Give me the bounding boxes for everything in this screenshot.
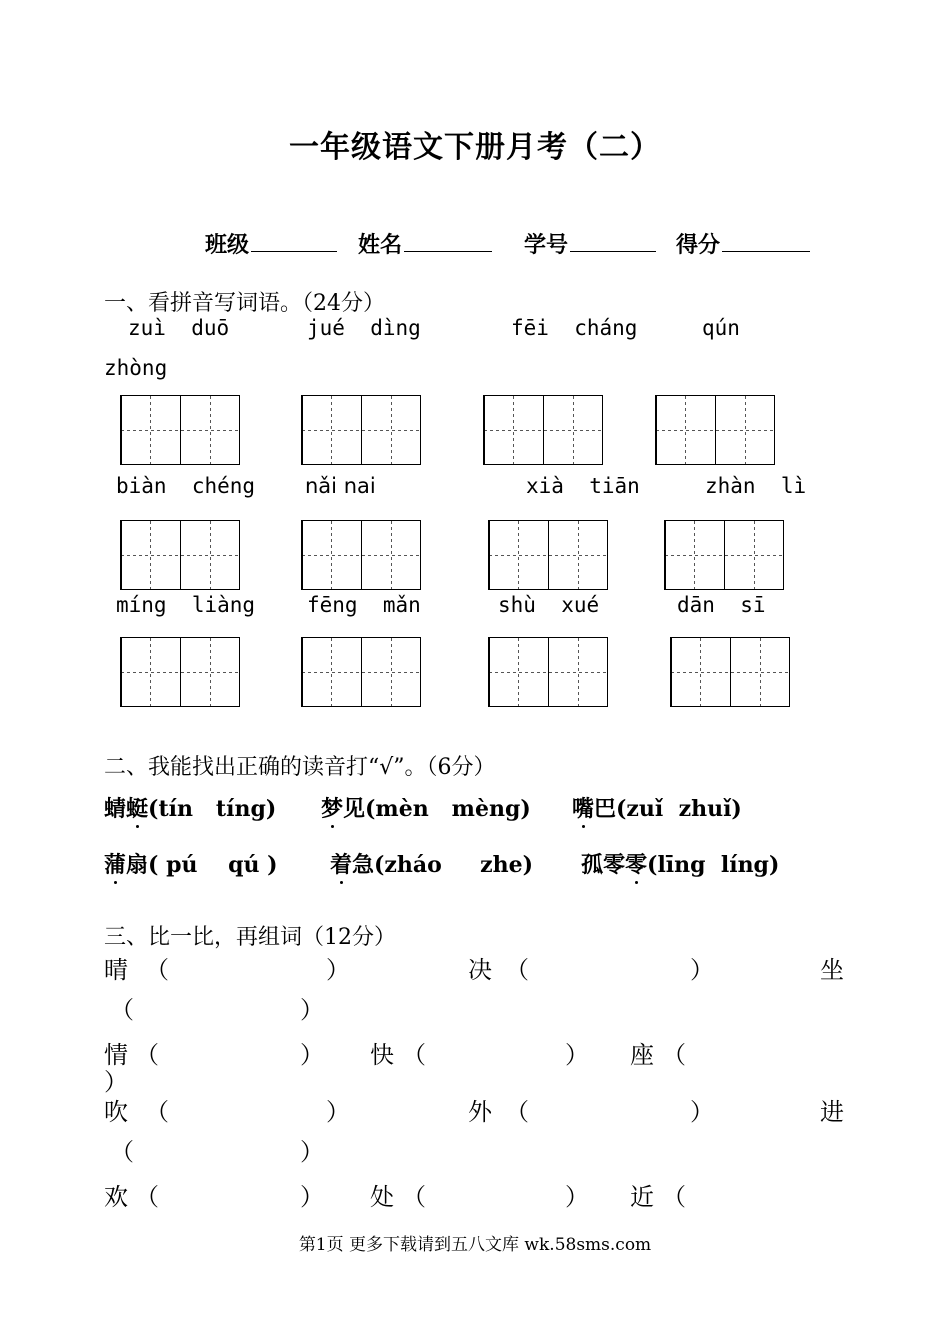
paren-open: （ xyxy=(145,1098,169,1126)
score-field xyxy=(676,228,810,259)
pinyin: dān sī xyxy=(677,593,766,617)
paren-open: （ xyxy=(110,1138,134,1166)
reading-option[interactable] xyxy=(581,848,779,879)
writing-grid[interactable] xyxy=(664,520,784,590)
section2-heading: 二、我能找出正确的读音打“√”。（6分） xyxy=(104,755,496,780)
compare-char: 快 xyxy=(370,1041,394,1069)
compare-char: 欢 xyxy=(104,1183,128,1211)
dotted-char: 零 xyxy=(625,852,648,878)
word-text: 蜻 xyxy=(104,796,127,822)
paren-open: （ xyxy=(135,1183,159,1211)
section3-heading: 三、比一比，再组词（12分） xyxy=(104,925,396,950)
class-label: 班级 xyxy=(205,232,250,258)
word-text: 孤零 xyxy=(581,852,626,878)
writing-grid[interactable] xyxy=(301,520,421,590)
pinyin: shù xué xyxy=(498,593,600,617)
compare-char: 情 xyxy=(104,1041,128,1069)
paren-open: （ xyxy=(145,956,169,984)
number-blank[interactable] xyxy=(570,229,656,252)
pinyin: míng liàng xyxy=(116,593,256,617)
name-blank[interactable] xyxy=(404,229,492,252)
writing-grid[interactable] xyxy=(120,395,240,465)
pinyin: qún xyxy=(702,316,740,340)
class-field xyxy=(205,228,337,259)
paren-close: ） xyxy=(300,1183,324,1211)
reading-option[interactable] xyxy=(572,792,742,823)
dotted-char: 着 xyxy=(330,852,353,878)
writing-grid[interactable] xyxy=(301,395,421,465)
writing-grid[interactable] xyxy=(488,637,608,707)
writing-grid[interactable] xyxy=(301,637,421,707)
dotted-char: 蒲 xyxy=(104,852,127,878)
page-footer: 第1页 更多下载请到五八文库 wk.58sms.com xyxy=(298,1235,652,1255)
reading-option[interactable] xyxy=(330,848,533,879)
paren-close: ） xyxy=(326,956,350,984)
number-field xyxy=(524,228,656,259)
compare-char: 处 xyxy=(370,1183,394,1211)
paren-open: （ xyxy=(135,1041,159,1069)
pinyin-choices: 急(zháo zhe) xyxy=(352,852,534,878)
pinyin-choices: (līng líng) xyxy=(647,852,780,878)
writing-grid[interactable] xyxy=(120,637,240,707)
paren-close: ） xyxy=(690,956,714,984)
paren-close: ） xyxy=(300,1041,324,1069)
name-field xyxy=(358,228,492,259)
score-label: 得分 xyxy=(676,232,721,258)
paren-close: ） xyxy=(300,1138,324,1166)
reading-option[interactable] xyxy=(104,792,276,823)
writing-grid[interactable] xyxy=(488,520,608,590)
compare-char: 吹 xyxy=(104,1098,128,1126)
reading-option[interactable] xyxy=(321,792,531,823)
pinyin-choices: (tín tíng) xyxy=(148,796,277,822)
compare-char: 座 xyxy=(630,1041,654,1069)
writing-grid[interactable] xyxy=(120,520,240,590)
pinyin: jué dìng xyxy=(307,316,421,340)
pinyin: xià tiān xyxy=(526,474,640,498)
writing-grid[interactable] xyxy=(655,395,775,465)
dotted-char: 梦 xyxy=(321,796,344,822)
paren-close: ） xyxy=(690,1098,714,1126)
dotted-char: 蜓 xyxy=(126,796,149,822)
paren-close: ） xyxy=(104,1068,128,1096)
pinyin: biàn chéng xyxy=(116,474,256,498)
number-label: 学号 xyxy=(524,232,569,258)
compare-char: 进 xyxy=(820,1098,844,1126)
compare-char: 决 xyxy=(468,956,492,984)
paren-open: （ xyxy=(505,956,529,984)
pinyin-choices: 见(mèn mèng) xyxy=(343,796,531,822)
paren-open: （ xyxy=(662,1041,686,1069)
pinyin: zuì duō xyxy=(128,316,230,340)
reading-option[interactable] xyxy=(104,848,278,879)
pinyin-choices: 巴(zuǐ zhuǐ) xyxy=(594,796,742,822)
pinyin: zhòng xyxy=(104,356,168,380)
pinyin-choices: 扇( pú qú ) xyxy=(126,852,278,878)
paren-open: （ xyxy=(505,1098,529,1126)
section1-heading: 一、看拼音写词语。（24分） xyxy=(104,291,385,316)
compare-char: 晴 xyxy=(104,956,128,984)
class-blank[interactable] xyxy=(251,229,337,252)
dotted-char: 嘴 xyxy=(572,796,595,822)
paren-open: （ xyxy=(402,1183,426,1211)
score-blank[interactable] xyxy=(722,229,810,252)
writing-grid[interactable] xyxy=(670,637,790,707)
compare-char: 坐 xyxy=(820,956,844,984)
page-title: 一年级语文下册月考（二） xyxy=(289,130,661,165)
paren-open: （ xyxy=(662,1183,686,1211)
paren-close: ） xyxy=(565,1183,589,1211)
name-label: 姓名 xyxy=(358,232,403,258)
pinyin: fēi cháng xyxy=(511,316,638,340)
writing-grid[interactable] xyxy=(483,395,603,465)
pinyin: fēng mǎn xyxy=(307,593,421,617)
pinyin: zhàn lì xyxy=(705,474,807,498)
paren-open: （ xyxy=(402,1041,426,1069)
paren-open: （ xyxy=(110,996,134,1024)
paren-close: ） xyxy=(300,996,324,1024)
paren-close: ） xyxy=(326,1098,350,1126)
compare-char: 外 xyxy=(468,1098,492,1126)
pinyin: nǎi nai xyxy=(305,474,376,498)
paren-close: ） xyxy=(565,1041,589,1069)
compare-char: 近 xyxy=(630,1183,654,1211)
